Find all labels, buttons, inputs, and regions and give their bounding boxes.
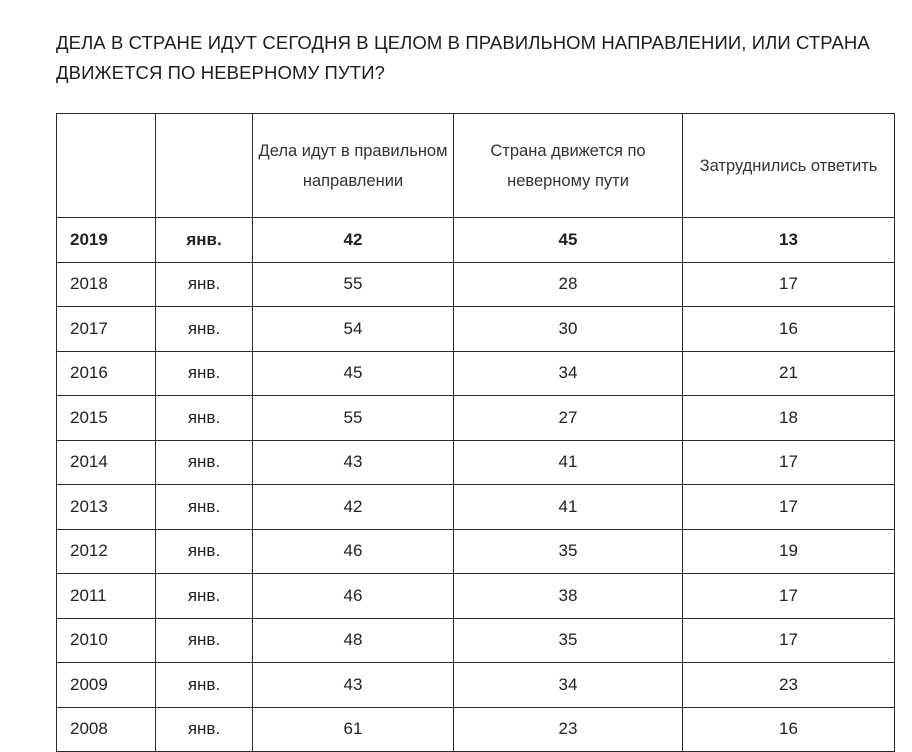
table-row — [57, 529, 895, 574]
cell-year: 2015 — [57, 396, 156, 441]
cell-wrong: 34 — [454, 663, 683, 708]
cell-wrong: 45 — [454, 218, 683, 263]
cell-wrong: 28 — [454, 262, 683, 307]
header-month — [156, 114, 253, 218]
cell-month: янв. — [156, 485, 253, 530]
cell-month: янв. — [156, 262, 253, 307]
cell-month: янв. — [156, 396, 253, 441]
page-title: ДЕЛА В СТРАНЕ ИДУТ СЕГОДНЯ В ЦЕЛОМ В ПРАВИЛЬНОМ НАПРАВЛЕНИИ, ИЛИ СТРАНА ДВИЖЕТСЯ ПО НЕВЕРНОМУ ПУТИ? — [56, 32, 870, 83]
cell-year: 2019 — [57, 218, 156, 263]
cell-wrong: 35 — [454, 529, 683, 574]
cell-year: 2017 — [57, 307, 156, 352]
header-year — [57, 114, 156, 218]
cell-right: 46 — [253, 574, 454, 619]
cell-hard: 17 — [683, 618, 895, 663]
cell-year: 2014 — [57, 440, 156, 485]
cell-hard: 19 — [683, 529, 895, 574]
cell-hard: 21 — [683, 351, 895, 396]
table-row — [57, 307, 895, 352]
cell-year: 2012 — [57, 529, 156, 574]
table-row — [57, 440, 895, 485]
cell-wrong: 41 — [454, 440, 683, 485]
cell-year: 2010 — [57, 618, 156, 663]
table-row — [57, 663, 895, 708]
cell-hard: 16 — [683, 707, 895, 752]
cell-right: 45 — [253, 351, 454, 396]
cell-right: 61 — [253, 707, 454, 752]
header-hard-to-answer: Затруднились ответить — [683, 114, 895, 218]
cell-hard: 13 — [683, 218, 895, 263]
cell-month: янв. — [156, 307, 253, 352]
cell-right: 42 — [253, 218, 454, 263]
table-header-row — [57, 114, 895, 218]
cell-wrong: 34 — [454, 351, 683, 396]
cell-year: 2013 — [57, 485, 156, 530]
cell-month: янв. — [156, 707, 253, 752]
cell-month: янв. — [156, 440, 253, 485]
cell-right: 46 — [253, 529, 454, 574]
table-row — [57, 707, 895, 752]
cell-right: 43 — [253, 440, 454, 485]
cell-wrong: 38 — [454, 574, 683, 619]
cell-hard: 23 — [683, 663, 895, 708]
cell-right: 55 — [253, 396, 454, 441]
cell-right: 42 — [253, 485, 454, 530]
cell-month: янв. — [156, 218, 253, 263]
table-row — [57, 396, 895, 441]
cell-right: 43 — [253, 663, 454, 708]
cell-year: 2011 — [57, 574, 156, 619]
cell-month: янв. — [156, 351, 253, 396]
table-row — [57, 485, 895, 530]
cell-wrong: 41 — [454, 485, 683, 530]
table-row — [57, 618, 895, 663]
table-row — [57, 262, 895, 307]
cell-hard: 17 — [683, 485, 895, 530]
cell-right: 55 — [253, 262, 454, 307]
cell-year: 2008 — [57, 707, 156, 752]
cell-right: 48 — [253, 618, 454, 663]
table-row — [57, 218, 895, 263]
cell-year: 2018 — [57, 262, 156, 307]
cell-year: 2009 — [57, 663, 156, 708]
cell-month: янв. — [156, 574, 253, 619]
cell-wrong: 27 — [454, 396, 683, 441]
table-row — [57, 574, 895, 619]
cell-hard: 17 — [683, 440, 895, 485]
table-row — [57, 351, 895, 396]
poll-table — [56, 113, 895, 752]
cell-hard: 18 — [683, 396, 895, 441]
header-right-direction: Дела идут в правильном направлении — [253, 114, 454, 218]
cell-hard: 17 — [683, 262, 895, 307]
cell-month: янв. — [156, 663, 253, 708]
header-wrong-path: Страна движется по неверному пути — [454, 114, 683, 218]
cell-month: янв. — [156, 529, 253, 574]
cell-wrong: 30 — [454, 307, 683, 352]
cell-wrong: 35 — [454, 618, 683, 663]
cell-year: 2016 — [57, 351, 156, 396]
cell-wrong: 23 — [454, 707, 683, 752]
cell-hard: 17 — [683, 574, 895, 619]
cell-right: 54 — [253, 307, 454, 352]
cell-hard: 16 — [683, 307, 895, 352]
cell-month: янв. — [156, 618, 253, 663]
